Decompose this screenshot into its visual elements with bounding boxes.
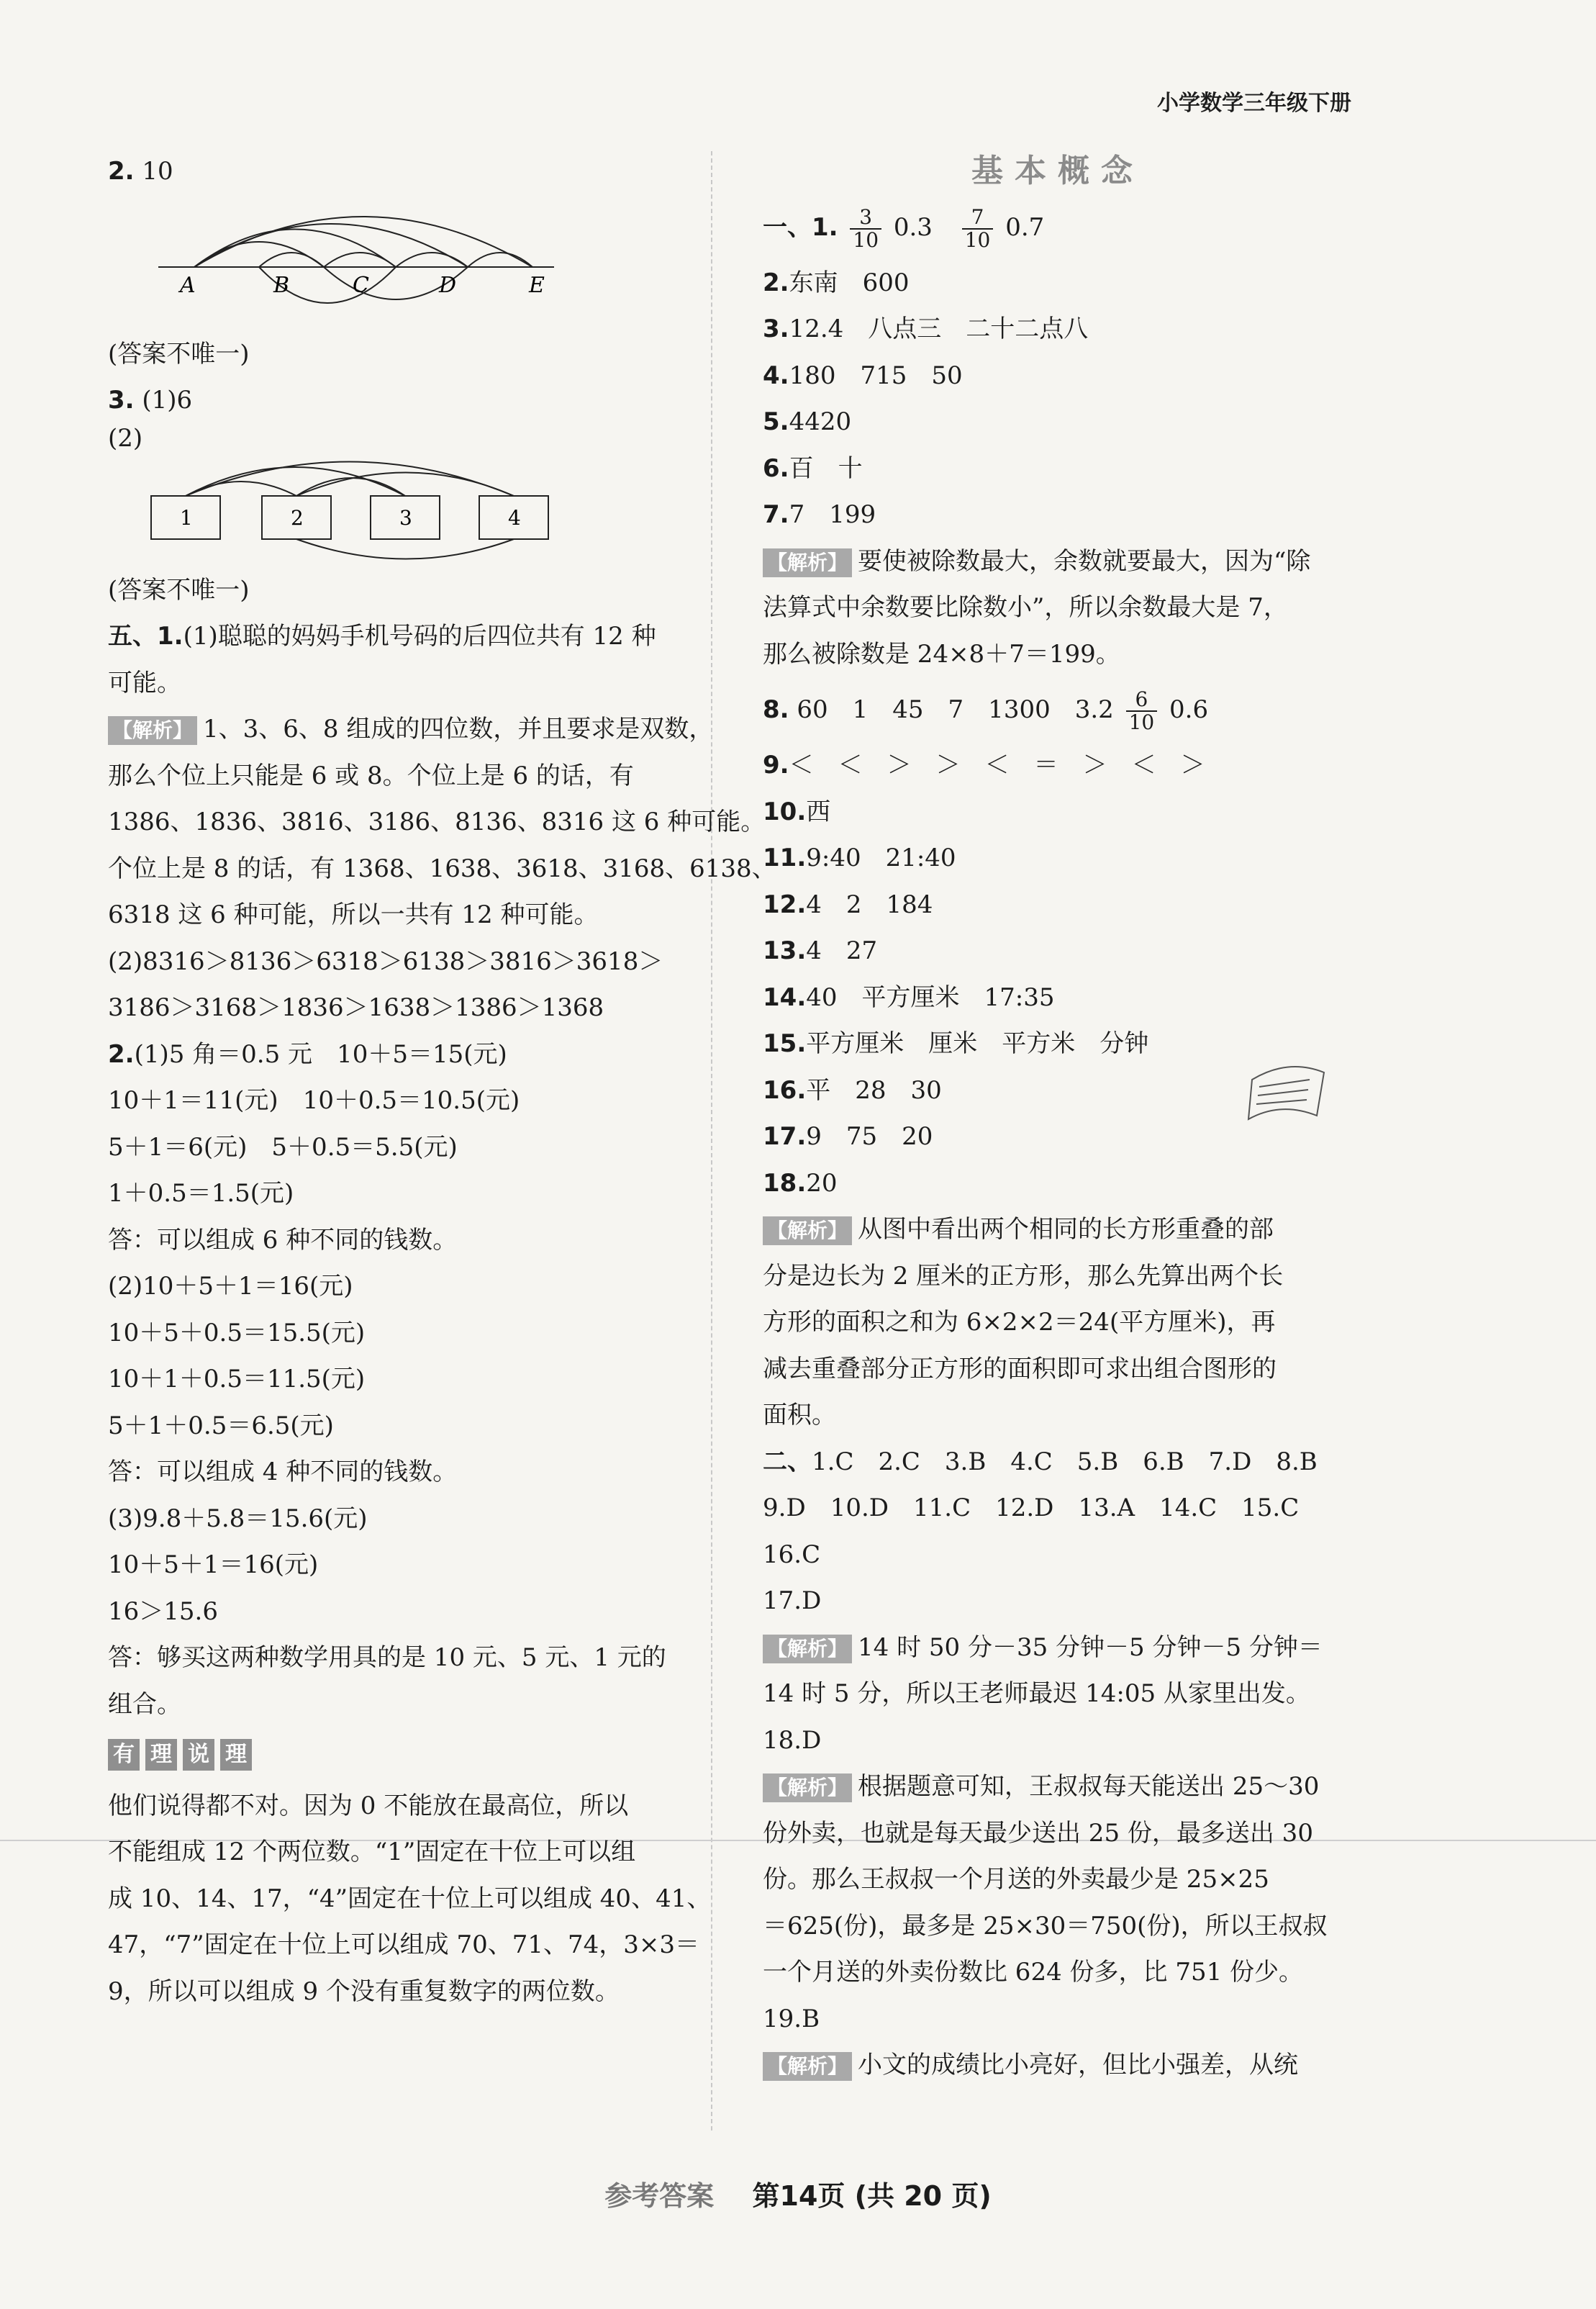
answer-text: 根据题意可知，王叔叔每天能送出 25～30 [858, 1772, 1320, 1801]
answer-text: 方形的面积之和为 6×2×2＝24(平方厘米)，再 [763, 1308, 1276, 1337]
q8-line [763, 677, 1353, 742]
answer-text: 16＞15.6 [108, 1596, 218, 1626]
answer-text: 4420 [789, 407, 852, 436]
answer-line [763, 1485, 1353, 1532]
numerator: 7 [962, 207, 994, 230]
question-number: 10. [763, 797, 807, 826]
question-number: 2. [763, 268, 789, 297]
answer-line [763, 353, 1353, 399]
question-number: 4. [763, 361, 789, 390]
answer-text: 9.D 10.D 11.C 12.D 13.A 14.C 15.C [763, 1494, 1300, 1522]
answer-line [763, 1625, 1353, 1671]
answer-line [763, 1439, 1353, 1486]
q1-label: 一、1. [763, 212, 838, 242]
answer-text: 10＋5＋1＝16(元) [108, 1550, 319, 1579]
answer-line [763, 1392, 1353, 1439]
value: 0.6 [1169, 695, 1209, 724]
answer-line [108, 1077, 684, 1124]
answer-line [108, 1310, 684, 1357]
answer-line [108, 939, 684, 985]
answer-text: (1)聪聪的妈妈手机号码的后四位共有 12 种 [183, 622, 656, 651]
answer-text: (2)10＋5＋1＝16(元) [108, 1272, 353, 1301]
answer-text: 法算式中余数要比除数小”，所以余数最大是 7， [763, 593, 1288, 622]
value: 0.3 [893, 212, 933, 242]
answer-text: 16.C [763, 1540, 821, 1569]
answer-text: 西 [806, 797, 831, 826]
footer-page-number: 第14页 (共 20 页) [752, 2180, 992, 2212]
note-line: (答案不唯一) [108, 575, 250, 605]
answer-text: 那么个位上只能是 6 或 8。个位上是 6 的话，有 [108, 761, 634, 790]
answer-line [108, 706, 714, 753]
answer-text: 一个月送的外卖份数比 624 份多，比 751 份少。 [763, 1958, 1304, 1987]
answer-line [108, 985, 684, 1031]
q3-part2: (2) [108, 423, 143, 453]
answer-text: 18.D [763, 1725, 822, 1755]
denominator: 10 [1128, 710, 1155, 734]
answer-line [763, 399, 1353, 446]
answer-line [108, 799, 766, 846]
left-answer-lines [108, 613, 776, 1727]
analysis-tag: 【解析】 [108, 716, 197, 745]
analysis-tag: 【解析】 [763, 548, 852, 577]
answer-line [108, 1170, 684, 1217]
answer-line [763, 835, 1353, 882]
question-number: 16. [763, 1075, 807, 1105]
box-label: 3 [399, 505, 412, 530]
reason-line: 成 10、14、17，“4”固定在十位上可以组成 40、41、 [108, 1884, 712, 1913]
q2-line [108, 148, 684, 195]
answer-line [763, 584, 1353, 631]
analysis-tag: 【解析】 [763, 2052, 852, 2081]
question-number: 9. [763, 751, 789, 780]
answer-text: 1386、1836、3816、3186、8136、8316 这 6 种可能。 [108, 808, 766, 836]
arc-diagram-boxes [108, 453, 554, 561]
answer-text: 9:40 21:40 [806, 844, 956, 872]
answer-line [108, 613, 684, 660]
question-number: 3. [763, 315, 789, 343]
point-label: E [529, 272, 545, 298]
decorative-stamp-icon [1238, 1051, 1338, 1130]
answer-text: 答：可以组成 4 种不同的钱数。 [108, 1458, 458, 1486]
answer-line [108, 660, 684, 707]
question-number: 13. [763, 936, 807, 965]
answer-line [763, 306, 1353, 353]
answer-text: (3)9.8＋5.8＝15.6(元) [108, 1504, 368, 1533]
answer-text: 答：可以组成 6 种不同的钱数。 [108, 1225, 458, 1255]
numerator: 3 [850, 207, 881, 230]
box-label: 4 [508, 505, 521, 530]
answer-line [763, 1206, 1353, 1253]
q3-label: 3. [108, 386, 135, 415]
reason-line: 他们说得都不对。因为 0 不能放在最高位，所以 [108, 1791, 629, 1820]
reason-char: 理 [145, 1739, 177, 1771]
answer-text: 7 199 [789, 500, 876, 529]
question-number: 7. [763, 500, 789, 529]
reason-char: 有 [108, 1739, 140, 1771]
q8-values: 60 1 45 7 1300 3.2 [797, 695, 1114, 724]
answer-line [108, 1496, 684, 1542]
answer-line [763, 975, 1353, 1021]
reason-line: 47，“7”固定在十位上可以组成 70、71、74，3×3＝ [108, 1930, 700, 1959]
answer-text: 小文的成绩比小亮好，但比小强差，从统 [858, 2051, 1299, 2079]
question-number: 二、 [763, 1447, 812, 1476]
answer-text: 东南 600 [789, 268, 910, 297]
question-number: 5. [763, 407, 789, 436]
box-label: 2 [291, 505, 304, 530]
reason-line: 不能组成 12 个两位数。“1”固定在十位上可以组 [108, 1838, 636, 1866]
answer-text: 14 时 5 分，所以王老师最迟 14:05 从家里出发。 [763, 1679, 1310, 1708]
answer-text: 14 时 50 分－35 分钟－5 分钟－5 分钟＝ [858, 1632, 1323, 1662]
answer-text: 5＋1＝6(元) 5＋0.5＝5.5(元) [108, 1132, 458, 1162]
answer-text: 从图中看出两个相同的长方形重叠的部 [858, 1215, 1274, 1244]
denominator: 10 [964, 227, 991, 252]
answer-line [763, 1949, 1353, 1996]
answer-line [763, 1160, 1353, 1207]
answer-text: 3186＞3168＞1836＞1638＞1386＞1368 [108, 993, 604, 1022]
answer-text: ＝625(份)，最多是 25×30＝750(份)，所以王叔叔 [763, 1911, 1328, 1940]
answer-line [108, 1681, 684, 1728]
question-number: 6. [763, 453, 789, 483]
answer-text: 10＋5＋0.5＝15.5(元) [108, 1318, 366, 1347]
page-header: 小学数学三年级下册 [1157, 91, 1351, 116]
analysis-tag: 【解析】 [763, 1773, 852, 1802]
answer-text: 分是边长为 2 厘米的正方形，那么先算出两个长 [763, 1261, 1284, 1291]
answer-line [763, 1717, 1353, 1764]
answer-text: 1.C 2.C 3.B 4.C 5.B 6.B 7.D 8.B [812, 1447, 1318, 1476]
right-answer-lines-b [763, 742, 1353, 2089]
question-number: 五、1. [108, 622, 183, 651]
answer-line [108, 1542, 684, 1589]
answer-line [763, 1856, 1353, 1903]
answer-line [108, 846, 776, 893]
note-line: (答案不唯一) [108, 339, 250, 369]
reason-char: 说 [183, 1739, 214, 1771]
answer-line [763, 1299, 1353, 1346]
answer-text: 4 27 [806, 936, 878, 965]
answer-line [763, 2042, 1353, 2089]
answer-text: 个位上是 8 的话，有 1368、1638、3618、3168、6138、 [108, 854, 776, 883]
point-label: B [273, 272, 290, 298]
answer-text: 19.B [763, 2004, 820, 2033]
page-footer [0, 2174, 1596, 2213]
answer-text: 1＋0.5＝1.5(元) [108, 1179, 294, 1208]
point-label: D [439, 272, 457, 298]
question-number: 11. [763, 844, 807, 872]
answer-text: 那么被除数是 24×8＋7＝199。 [763, 639, 1120, 669]
fraction [850, 204, 881, 252]
answer-text: 份外卖，也就是每天最少送出 25 份，最多送出 30 [763, 1818, 1313, 1848]
answer-text: 17.D [763, 1586, 822, 1615]
answer-line [763, 538, 1353, 585]
point-label: C [353, 272, 369, 298]
answer-line [763, 789, 1353, 836]
answer-text: ＜ ＜ ＞ ＞ ＜ ＝ ＞ ＜ ＞ [789, 751, 1205, 780]
q2-value: 10 [142, 157, 173, 186]
q1-line [763, 195, 1353, 260]
answer-line [763, 1578, 1353, 1625]
point-label: A [180, 272, 196, 298]
q3-line [108, 377, 684, 424]
arc-diagram-points [108, 195, 554, 325]
answer-line [763, 1903, 1353, 1950]
answer-text: 20 [806, 1168, 838, 1198]
answer-text: 可能。 [108, 668, 181, 697]
answer-line [108, 1124, 684, 1171]
answer-line [763, 260, 1353, 307]
answer-text: 10＋1＝11(元) 10＋0.5＝10.5(元) [108, 1086, 520, 1115]
answer-line [763, 446, 1353, 492]
value: 0.7 [1005, 212, 1045, 242]
reason-char: 理 [220, 1739, 252, 1771]
right-answer-lines-a [763, 260, 1353, 678]
question-number: 15. [763, 1029, 807, 1058]
answer-line [763, 1763, 1353, 1810]
answer-line [108, 1217, 684, 1264]
question-number: 12. [763, 890, 807, 919]
answer-text: 答：够买这两种数学用具的是 10 元、5 元、1 元的 [108, 1643, 666, 1672]
answer-text: 要使被除数最大，余数就要最大，因为“除 [858, 546, 1311, 576]
fraction [962, 204, 994, 252]
answer-line [108, 1263, 684, 1310]
answer-line [108, 1403, 684, 1450]
answer-text: 4 2 184 [806, 890, 933, 919]
answer-text: (2)8316＞8136＞6318＞6138＞3816＞3618＞ [108, 946, 663, 976]
reason-heading [108, 1730, 684, 1777]
question-number: 17. [763, 1122, 807, 1151]
question-number: 18. [763, 1168, 807, 1198]
q8-label: 8. [763, 695, 789, 724]
q3-part1: (1)6 [142, 386, 193, 415]
answer-line [763, 928, 1353, 975]
answer-text: 减去重叠部分正方形的面积即可求出组合图形的 [763, 1354, 1277, 1383]
answer-line [763, 492, 1353, 538]
answer-text: 组合。 [108, 1689, 181, 1719]
answer-line [108, 1356, 684, 1403]
answer-line [763, 742, 1353, 789]
answer-line [763, 1996, 1353, 2043]
answer-line [108, 753, 684, 800]
question-number: 2. [108, 1039, 135, 1069]
answer-line [763, 882, 1353, 928]
answer-text: 百 十 [789, 453, 863, 483]
answer-line [108, 1635, 684, 1681]
box-label: 1 [180, 505, 193, 530]
section-title: 基本概念 [971, 153, 1144, 189]
q2-label: 2. [108, 157, 135, 186]
answer-text: 面积。 [763, 1401, 836, 1429]
answer-line [763, 1346, 1353, 1393]
analysis-tag: 【解析】 [763, 1216, 852, 1245]
answer-line [763, 1253, 1353, 1300]
answer-text: 40 平方厘米 17:35 [806, 982, 1055, 1012]
column-divider [711, 151, 712, 2130]
answer-line [763, 1671, 1353, 1717]
answer-line [108, 892, 684, 939]
answer-text: 平 28 30 [806, 1075, 942, 1105]
question-number: 14. [763, 982, 807, 1012]
answer-line [763, 1532, 1353, 1578]
reason-line: 9，所以可以组成 9 个没有重复数字的两位数。 [108, 1976, 620, 2006]
fraction [1126, 689, 1158, 733]
answer-text: 6318 这 6 种可能，所以一共有 12 种可能。 [108, 900, 599, 929]
denominator: 10 [853, 227, 879, 252]
answer-line [763, 1810, 1353, 1857]
left-column [108, 148, 776, 2015]
answer-text: 9 75 20 [806, 1122, 933, 1151]
answer-text: 1、3、6、8 组成的四位数，并且要求是双数， [203, 715, 714, 744]
answer-line [763, 631, 1353, 678]
answer-text: (1)5 角＝0.5 元 10＋5＝15(元) [134, 1039, 507, 1069]
footer-section: 参考答案 [604, 2180, 715, 2212]
answer-text: 10＋1＋0.5＝11.5(元) [108, 1365, 366, 1393]
answer-line [108, 1589, 684, 1635]
answer-text: 12.4 八点三 二十二点八 [789, 315, 1089, 343]
answer-text: 5＋1＋0.5＝6.5(元) [108, 1411, 334, 1440]
answer-text: 份。那么王叔叔一个月送的外卖最少是 25×25 [763, 1865, 1269, 1894]
answer-text: 平方厘米 厘米 平方米 分钟 [806, 1029, 1149, 1058]
answer-text: 180 715 50 [789, 361, 963, 390]
answer-line [108, 1031, 684, 1078]
analysis-tag: 【解析】 [763, 1635, 852, 1663]
numerator: 6 [1126, 689, 1158, 712]
answer-line [108, 1449, 684, 1496]
